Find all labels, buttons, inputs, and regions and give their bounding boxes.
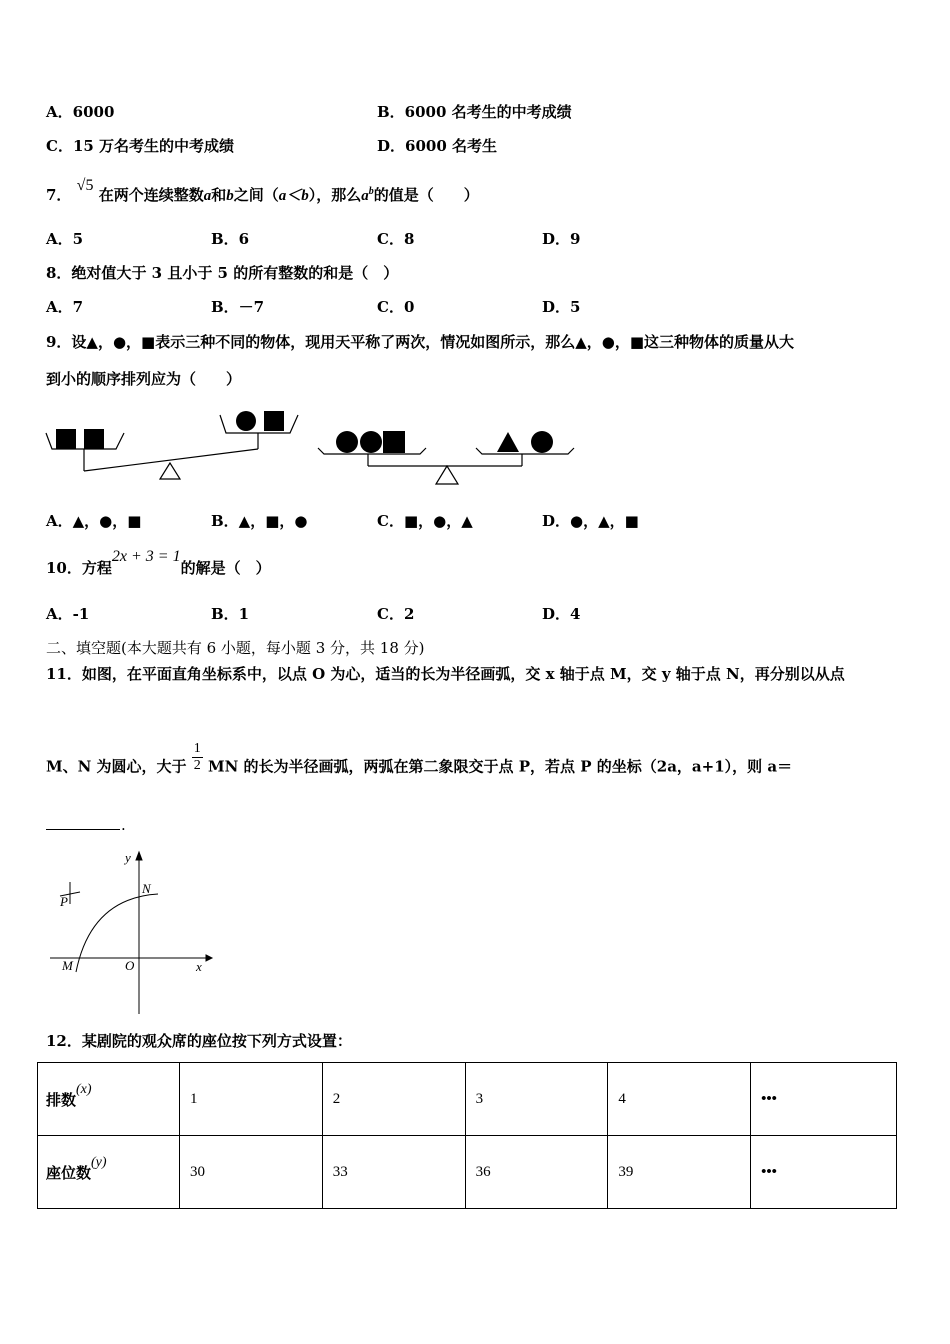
table-cell: 4 [608,1063,751,1136]
q8-option-c: C．0 [377,298,415,316]
q9-option-d: D．●，▲，■ [542,512,639,530]
circle-shape [531,431,553,453]
q7-stem [46,177,479,206]
answer-blank [46,829,120,830]
q10-stem [46,548,271,579]
triangle-shape [497,432,519,452]
row-header-label: 座位数 [46,1163,92,1182]
q8-option-d: D．5 [542,298,581,316]
square-shape [56,429,76,449]
q11-frac-numerator: 1 [193,741,201,756]
q8-option-a: A．7 [46,298,84,316]
q8-option-b: B．－7 [211,298,265,316]
q10-option-d: D．4 [542,605,581,623]
q12-stem: 12．某剧院的观众席的座位按下列方式设置： [46,1032,352,1050]
q7-text-3: 之间（ [233,186,279,204]
row-header-label: 排数 [46,1090,77,1109]
q11-stem-line2 [46,741,793,784]
q6-option-d: D．6000 名考生 [377,137,497,155]
q7-option-b: B．6 [211,230,250,248]
right-pan [476,448,574,454]
table-cell: 2 [322,1063,465,1136]
label-x: x [196,959,202,974]
circle-shape [336,431,358,453]
q7-text-4: ），那么 [308,186,362,204]
arc-mn [76,894,158,972]
q11-frac-denominator: 2 [193,758,201,773]
q7-power-exp: b [368,186,374,197]
q7-var-a: a [203,188,212,204]
label-n: N [142,881,151,896]
square-shape [84,429,104,449]
q7-text-1: 在两个连续整数 [98,186,204,204]
q7-sqrt: √5 [76,177,94,194]
circle-shape [236,411,256,431]
q11-period: . [121,816,126,834]
table-cell: 1 [180,1063,323,1136]
x-axis-arrow [206,955,212,961]
q7-power-base: a [361,188,369,204]
q11-stem-line1: 11．如图，在平面直角坐标系中，以点 O 为心，适当的长为半径画弧，交 x 轴于点 M，交 y 轴于点 N，再分别以从点 [46,665,845,683]
section-2-heading: 二、填空题(本大题共有 6 小题，每小题 3 分，共 18 分) [46,639,425,657]
table-row [38,1136,897,1209]
square-shape [383,431,405,453]
q9-stem-line2: 到小的顺序排列应为（ ） [46,370,242,388]
q10-option-a: A．-1 [46,605,90,623]
q7-text-5: 的值是（ ） [373,186,479,204]
row-header [38,1136,180,1209]
seat-table [37,1062,897,1209]
table-cell: 33 [322,1136,465,1209]
q9-stem-line1: 9．设▲，●，■表示三种不同的物体，现用天平称了两次，情况如图所示，那么▲，●，■这三种物体的质量从大 [46,333,795,351]
table-cell: 36 [465,1136,608,1209]
q10-prefix: 10．方程 [46,559,112,577]
q10-option-b: B．1 [211,605,250,623]
table-cell: ••• [751,1136,897,1209]
label-p: P [60,894,68,909]
q9-option-a: A．▲，●，■ [46,512,142,530]
table-cell: ••• [751,1063,897,1136]
q11-text-b: MN 的长为半径画弧，两弧在第二象限交于点 P，若点 P 的坐标（2a，a+1），则 a＝ [208,757,793,776]
table-cell: 39 [608,1136,751,1209]
q7-number: 7． [46,186,72,204]
q6-option-a: A．6000 [46,103,115,121]
row-header-var: (y) [91,1154,107,1170]
table-row [38,1063,897,1136]
table-cell: 30 [180,1136,323,1209]
q11-text-a: M、N 为圆心，大于 [46,757,187,776]
circle-shape [360,431,382,453]
right-pan [220,415,298,433]
q10-equation: 2x + 3 = 1 [111,548,181,565]
coordinate-figure [46,848,216,1018]
table-cell: 3 [465,1063,608,1136]
q7-option-d: D．9 [542,230,581,248]
q6-option-c: C．15 万名考生的中考成绩 [46,137,235,155]
row-header [38,1063,180,1136]
y-axis-arrow [136,852,142,860]
fulcrum [436,466,458,484]
q9-option-c: C．■，●，▲ [377,512,473,530]
label-m: M [62,958,73,973]
square-shape [264,411,284,431]
q7-option-a: A．5 [46,230,84,248]
q9-option-b: B．▲，■，● [211,512,308,530]
balance-figure-1 [44,405,304,485]
label-o: O [125,958,135,973]
q10-option-c: C．2 [377,605,415,623]
q11-fraction [192,741,203,774]
q7-option-c: C．8 [377,230,415,248]
label-y: y [125,850,131,865]
balance-figure-2 [316,410,586,490]
row-header-var: (x) [76,1081,92,1097]
q10-suffix: 的解是（ ） [180,559,271,577]
q6-option-b: B．6000 名考生的中考成绩 [377,103,572,121]
q7-text-2: 和 [211,186,227,204]
q8-stem: 8．绝对值大于 3 且小于 5 的所有整数的和是（ ） [46,264,399,282]
q7-condition: a＜b [278,188,309,204]
q7-var-b: b [226,188,234,204]
fulcrum [160,463,180,479]
